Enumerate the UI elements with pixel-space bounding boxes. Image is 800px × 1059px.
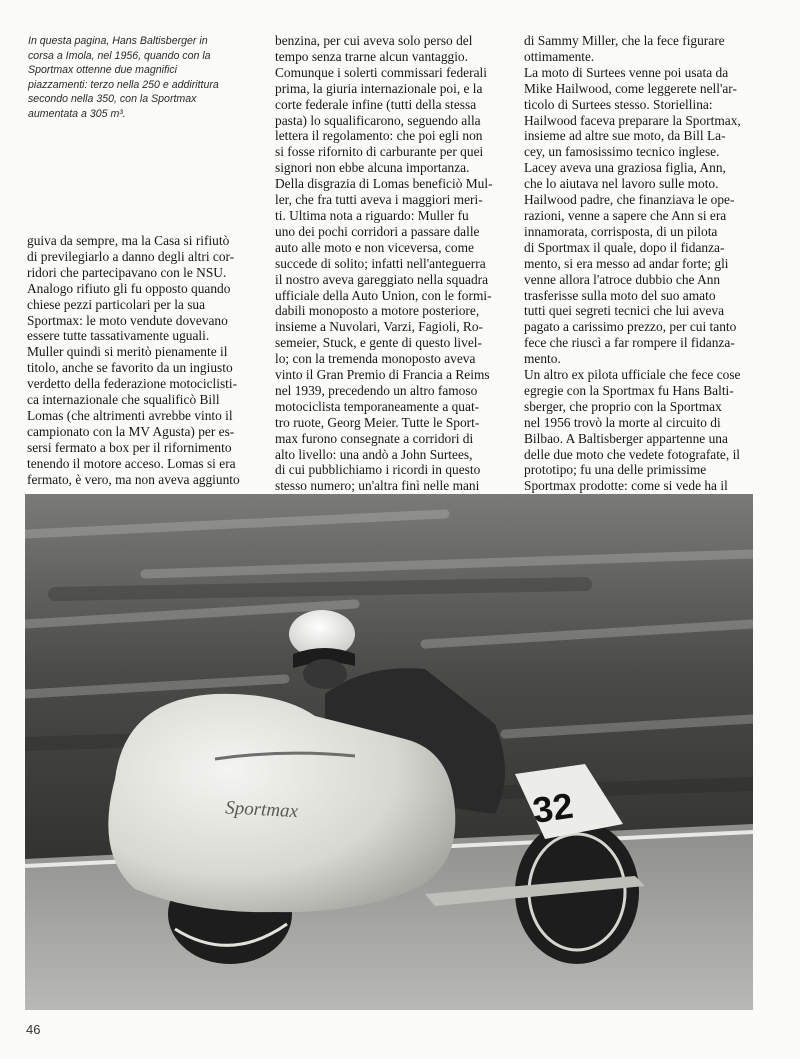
text-line: tempo senza trarne alcun vantaggio. — [275, 48, 468, 64]
text-line: insieme a Nuvolari, Varzi, Fagioli, Ro- — [275, 319, 484, 335]
text-line: Lacey aveva una graziosa figlia, Ann, — [524, 160, 726, 176]
text-line: sberger, che proprio con la Sportmax — [524, 398, 722, 414]
text-line: Bilbao. A Baltisberger appartenne una — [524, 430, 728, 446]
text-line: fece che riuscì a far rompere il fidanza- — [524, 335, 735, 351]
text-line: uno dei pochi corridori a passare dalle — [275, 223, 480, 239]
text-line: venne allora l'atroce dubbio che Ann — [524, 271, 721, 287]
race-number: 32 — [530, 784, 576, 831]
text-line: Sportmax prodotte: come si vede ha il — [524, 478, 728, 494]
caption-line: aumentata a 305 m³. — [28, 107, 126, 120]
text-line: prima, la giuria internazionale poi, e la — [275, 80, 483, 96]
text-line: Mike Hailwood, come leggerete nell'ar- — [524, 80, 737, 96]
text-line: semeier, Stuck, e gente di questo livel- — [275, 335, 482, 351]
text-line: mento. — [524, 351, 561, 367]
page-number: 46 — [26, 1022, 41, 1037]
text-line: ufficiale della Auto Union, con le formi- — [275, 287, 492, 303]
text-line: ottimamente. — [524, 48, 595, 64]
text-line: ticolo di Surtees stesso. Storiellina: — [524, 96, 713, 112]
text-line: Hailwood faceva preparare la Sportmax, — [524, 112, 741, 128]
text-line: alto livello: una andò a John Surtees, — [275, 446, 473, 462]
text-column-3 — [524, 33, 754, 494]
text-line: titolo, anche se favorito da un ingiusto — [27, 360, 233, 376]
text-line: mento, si era messo ad andar forte; gli — [524, 255, 729, 271]
text-line: prototipo; fu una delle primissime — [524, 462, 707, 478]
text-line: cey, un famosissimo tecnico inglese. — [524, 144, 720, 160]
text-line: fermato, è vero, ma non aveva aggiunto — [27, 471, 240, 487]
text-line: lo; con la tremenda monoposto aveva — [275, 351, 476, 367]
text-line: chiese pezzi particolari per la sua — [27, 296, 206, 312]
text-line: La moto di Surtees venne poi usata da — [524, 64, 729, 80]
caption-line: corsa a Imola, nel 1956, quando con la — [28, 49, 211, 62]
text-line: delle due moto che vedete fotografate, il — [524, 446, 741, 462]
caption-line: In questa pagina, Hans Baltisberger in — [28, 35, 208, 47]
text-line: tutti quei segreti tecnici che lui aveva — [524, 303, 725, 319]
text-line: che lo aiutava nel lavoro sulle moto. — [524, 176, 719, 192]
caption-line: secondo nella 350, con la Sportmax — [28, 93, 197, 106]
text-line: guiva da sempre, ma la Casa si rifiutò — [27, 233, 230, 248]
text-column-1 — [27, 233, 255, 488]
text-line: Un altro ex pilota ufficiale che fece cose — [524, 367, 741, 383]
text-line: Analogo rifiuto gli fu opposto quando — [27, 280, 231, 296]
text-line: ridori che partecipavano con le NSU. — [27, 264, 227, 280]
text-line: tro ruote, Georg Meier. Tutte le Sport- — [275, 414, 480, 430]
text-line: lettera il regolamento: che poi egli non — [275, 128, 483, 144]
racing-photo — [25, 494, 753, 1010]
text-line: il nostro aveva gareggiato nella squadra — [275, 271, 489, 287]
text-line: vinto il Gran Premio di Francia a Reims — [275, 367, 490, 383]
text-line: Lomas (che altrimenti avrebbe vinto il — [27, 407, 233, 423]
text-line: egregie con la Sportmax fu Hans Balti- — [524, 382, 734, 398]
text-line: verdetto della federazione motociclisti- — [27, 376, 238, 392]
text-line: signori non ebbe alcuna importanza. — [275, 160, 470, 176]
text-line: di previlegiarlo a danno degli altri cor- — [27, 248, 235, 264]
text-line: di Sammy Miller, che la fece figurare — [524, 33, 725, 48]
text-line: nel 1939, precedendo un altro famoso — [275, 382, 478, 398]
text-line: dabili monoposto a motore posteriore, — [275, 303, 480, 319]
text-line: Della disgrazia di Lomas beneficiò Mul- — [275, 176, 493, 192]
text-line: Muller quindi si meritò pienamente il — [27, 344, 228, 360]
text-line: tenendo il motore acceso. Lomas si era — [27, 455, 236, 471]
text-line: corte federale infine (tutti della stessa — [275, 96, 477, 112]
fairing-logo: Sportmax — [224, 797, 299, 823]
text-line: essere tutte tassativamente uguali. — [27, 328, 210, 344]
text-line: ler, che fra tutti aveva i maggiori meri- — [275, 192, 483, 208]
text-column-2 — [275, 33, 505, 494]
text-line: si fosse rifornito di carburante per quei — [275, 144, 484, 160]
text-line: di cui pubblichiamo i ricordi in questo — [275, 462, 481, 478]
text-line: insieme ad altre sue moto, da Bill La- — [524, 128, 726, 144]
text-line: razioni, venne a sapere che Ann si era — [524, 207, 727, 223]
text-line: benzina, per cui aveva solo perso del — [275, 33, 473, 48]
photo-caption — [28, 34, 250, 122]
text-line: ca internazionale che squalificò Bill — [27, 392, 220, 408]
text-line: Sportmax: le moto vendute dovevano — [27, 312, 228, 328]
text-line: max furono consegnate a corridori di — [275, 430, 474, 446]
text-line: stesso numero; un'altra finì nelle mani — [275, 478, 480, 494]
caption-line: piazzamenti: terzo nella 250 e addirittura — [28, 78, 219, 91]
caption-line: Sportmax ottenne due magnifici — [28, 64, 177, 77]
text-line: di Sportmax il quale, dopo il fidanza- — [524, 239, 725, 255]
text-line: succede di solito; infatti nell'anteguerra — [275, 255, 486, 271]
text-line: motociclista temporaneamente a quat- — [275, 398, 480, 414]
text-line: pasta) lo squalificarono, seguendo alla — [275, 112, 481, 128]
text-line: nel 1956 trovò la morte al circuito di — [524, 414, 721, 430]
text-line: Hailwood padre, che finanziava le ope- — [524, 192, 735, 208]
text-line: campionato con la MV Agusta) per es- — [27, 423, 235, 439]
text-line: sersi fermato a box per il rifornimento — [27, 439, 232, 455]
text-line: auto alle moto e non viceversa, come — [275, 239, 474, 255]
text-line: Comunque i solerti commissari federali — [275, 64, 487, 80]
text-line: innamorata, corrisposta, di un pilota — [524, 223, 718, 239]
text-line: ti. Ultima nota a riguardo: Muller fu — [275, 207, 469, 223]
text-line: pagato a carissimo prezzo, per cui tanto — [524, 319, 737, 335]
text-line: trasferisse sulla moto del suo amato — [524, 287, 716, 303]
